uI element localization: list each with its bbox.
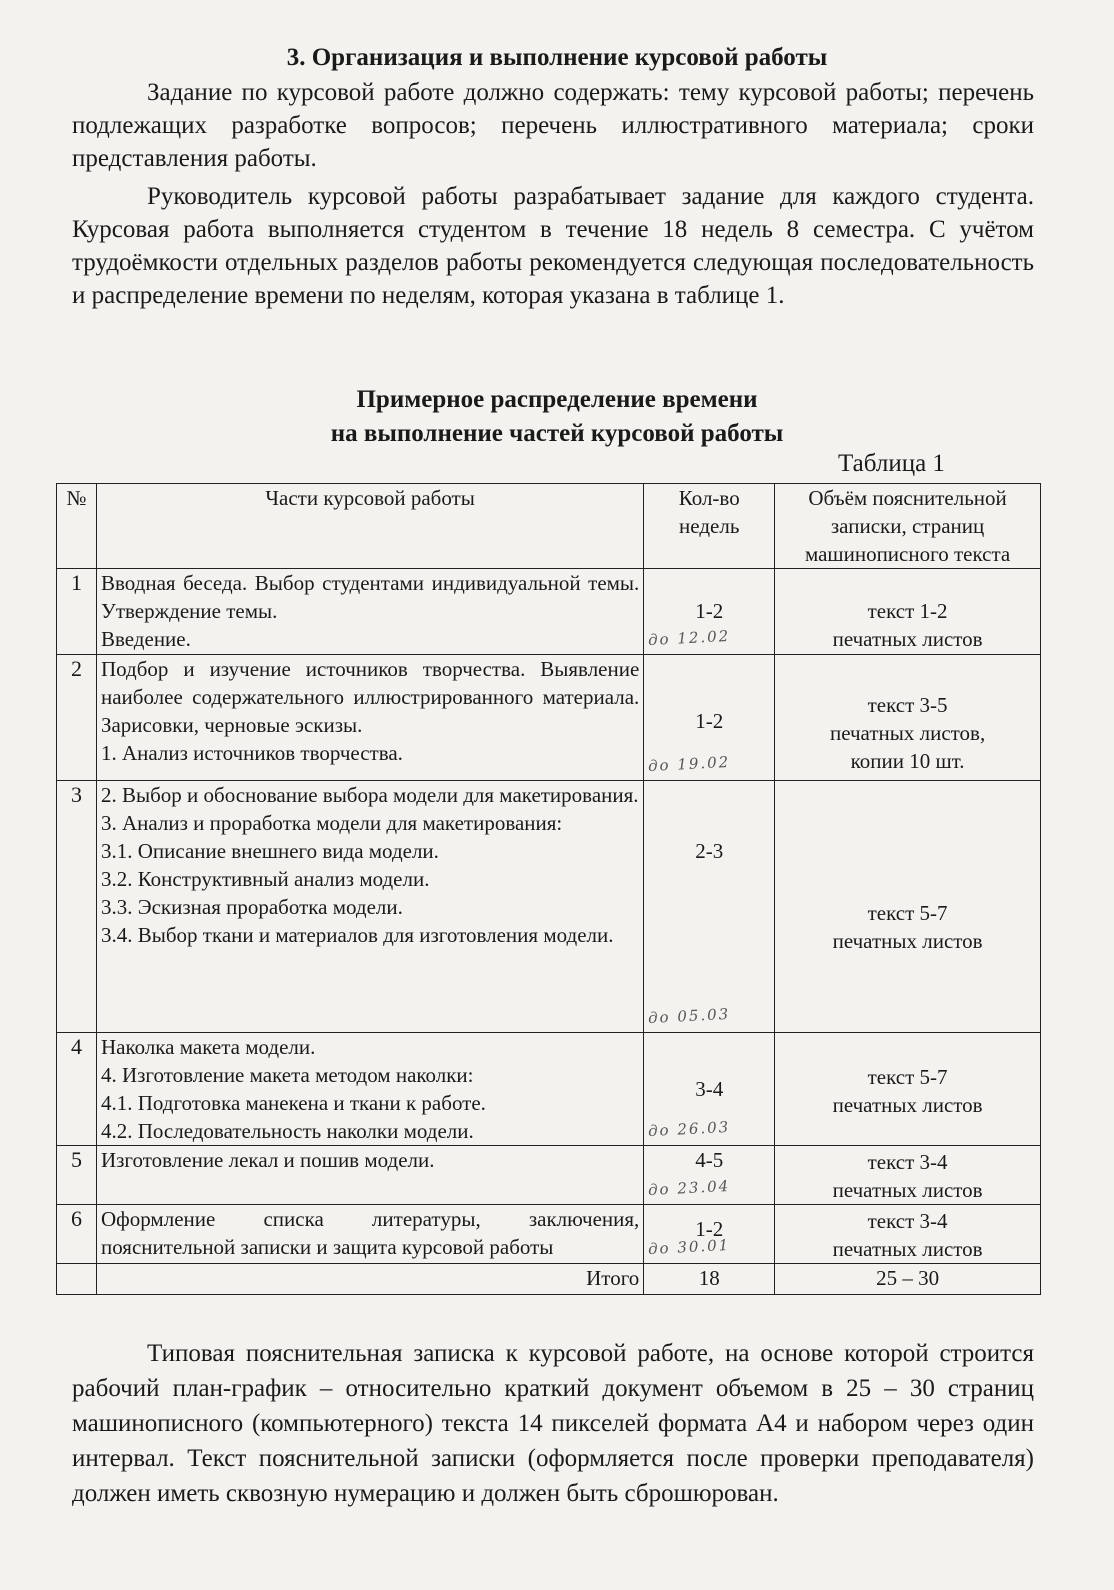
row-part-line: 2. Выбор и обоснование выбора модели для макетирования. bbox=[100, 783, 639, 807]
paragraph-supervisor: Руководитель курсовой работы разрабатывает задание для каждого студента. Курсовая работа выполняется студентом в течение 18 недель 8 семестра. С учётом трудоёмкости отдельных разделов работы рекомендуется следующая последовательность и распределение времени по неделям, которая указана в таблице 1. bbox=[72, 183, 1034, 309]
row-volume bbox=[775, 1146, 1041, 1205]
row-volume-line: текст 5-7 bbox=[867, 901, 948, 925]
row-part-line: 3.3. Эскизная проработка модели. bbox=[100, 895, 403, 919]
table-row bbox=[57, 1033, 1041, 1146]
row-weeks bbox=[644, 655, 775, 781]
row-part bbox=[96, 655, 643, 781]
row-weeks bbox=[644, 1146, 775, 1205]
section-heading: 3. Организация и выполнение курсовой работы bbox=[286, 44, 828, 71]
table-row bbox=[57, 655, 1041, 781]
row-volume-line: текст 1-2 bbox=[867, 599, 948, 623]
row-part-line: Введение. bbox=[100, 627, 191, 651]
row-part-line: Оформление списка литературы, заключения, пояснительной записки и защита курсовой работы bbox=[100, 1207, 640, 1259]
table-header-row bbox=[57, 484, 1041, 569]
time-distribution-table bbox=[56, 483, 1041, 1295]
row-weeks-value: 1-2 bbox=[695, 1217, 724, 1241]
paragraph-explanatory-note: Типовая пояснительная записка к курсовой работе, на основе которой строится рабочий план-график – относительно краткий документ объемом в 25 – 30 страниц машинописного (компьютерного) текста 14 пикселей формата А4 и набором через один интервал. Текст пояснительной записки (оформляется после проверки преподавателя) должен иметь сквозную нумерацию и должен быть сброшюрован. bbox=[72, 1340, 1034, 1507]
row-volume-line: печатных листов bbox=[832, 1178, 983, 1202]
table-total-row bbox=[57, 1264, 1041, 1295]
row-weeks-value: 2-3 bbox=[695, 839, 724, 863]
row-part-line: 1. Анализ источников творчества. bbox=[100, 741, 403, 765]
row-volume-line: текст 5-7 bbox=[867, 1065, 948, 1089]
row-part-line: 4.1. Подготовка манекена и ткани к работе. bbox=[100, 1091, 486, 1115]
row-part-line: Вводная беседа. Выбор студентами индивидуальной темы. Утверждение темы. bbox=[100, 571, 640, 623]
row-part-line: 4. Изготовление макета методом наколки: bbox=[100, 1063, 474, 1087]
row-number: 4 bbox=[57, 1033, 97, 1146]
row-weeks-value: 1-2 bbox=[695, 709, 724, 733]
header-weeks: Кол-во недель bbox=[644, 484, 775, 569]
row-part-line: 3. Анализ и проработка модели для макетирования: bbox=[100, 811, 563, 835]
row-number: 5 bbox=[57, 1146, 97, 1205]
row-volume-line: печатных листов bbox=[832, 929, 983, 953]
table-title-line1: Примерное распределение времени bbox=[356, 386, 758, 413]
row-part-line: 3.1. Описание внешнего вида модели. bbox=[100, 839, 439, 863]
row-volume-line: копии 10 шт. bbox=[850, 749, 965, 773]
header-num: № bbox=[57, 484, 97, 569]
total-label: Итого bbox=[96, 1264, 643, 1295]
handwritten-deadline: до 19.02 bbox=[647, 752, 731, 776]
paragraph-assignment: Задание по курсовой работе должно содержать: тему курсовой работы; перечень подлежащих разработке вопросов; перечень иллюстративного материала; сроки представления работы. bbox=[72, 79, 1034, 172]
row-weeks bbox=[644, 1033, 775, 1146]
row-number: 2 bbox=[57, 655, 97, 781]
handwritten-deadline: до 26.03 bbox=[647, 1117, 731, 1141]
row-weeks bbox=[644, 781, 775, 1033]
row-volume-line: печатных листов bbox=[832, 627, 983, 651]
total-volume: 25 – 30 bbox=[775, 1264, 1041, 1295]
row-weeks bbox=[644, 1205, 775, 1264]
row-weeks-value: 4-5 bbox=[695, 1148, 724, 1172]
row-part-line: Подбор и изучение источников творчества. Выявление наиболее содержательного иллюстрированного материала. Зарисовки, черновые эскизы. bbox=[100, 657, 640, 737]
row-number: 1 bbox=[57, 569, 97, 655]
row-part-line: Изготовление лекал и пошив модели. bbox=[100, 1148, 435, 1172]
table-title-line2: на выполнение частей курсовой работы bbox=[330, 420, 784, 447]
total-empty bbox=[57, 1264, 97, 1295]
header-volume: Объём пояснительной записки, страниц машинописного текста bbox=[775, 484, 1041, 569]
table-row bbox=[57, 1205, 1041, 1264]
row-volume-line: печатных листов, bbox=[829, 721, 986, 745]
row-volume-line: печатных листов bbox=[832, 1237, 983, 1261]
row-volume bbox=[775, 655, 1041, 781]
handwritten-deadline: до 05.03 bbox=[647, 1004, 731, 1028]
row-weeks bbox=[644, 569, 775, 655]
table-row bbox=[57, 781, 1041, 1033]
table-row bbox=[57, 1146, 1041, 1205]
row-volume-line: текст 3-4 bbox=[867, 1209, 948, 1233]
table-label: Таблица 1 bbox=[838, 450, 945, 477]
row-part-line: 4.2. Последовательность наколки модели. bbox=[100, 1119, 474, 1143]
handwritten-deadline: до 23.04 bbox=[647, 1176, 731, 1200]
row-part-line: Наколка макета модели. bbox=[100, 1035, 316, 1059]
row-volume bbox=[775, 1205, 1041, 1264]
row-number: 6 bbox=[57, 1205, 97, 1264]
row-part-line: 3.4. Выбор ткани и материалов для изготовления модели. bbox=[100, 923, 614, 947]
row-weeks-value: 1-2 bbox=[695, 599, 724, 623]
row-number: 3 bbox=[57, 781, 97, 1033]
row-volume bbox=[775, 569, 1041, 655]
row-weeks-value: 3-4 bbox=[695, 1077, 724, 1101]
total-weeks: 18 bbox=[644, 1264, 775, 1295]
row-part bbox=[96, 781, 643, 1033]
row-part bbox=[96, 1146, 643, 1205]
header-part: Части курсовой работы bbox=[96, 484, 643, 569]
handwritten-deadline: до 12.02 bbox=[647, 626, 731, 650]
row-volume bbox=[775, 781, 1041, 1033]
handwritten-deadline: до 30.01 bbox=[647, 1235, 731, 1259]
row-part bbox=[96, 1033, 643, 1146]
table-row bbox=[57, 569, 1041, 655]
row-volume-line: текст 3-4 bbox=[867, 1150, 948, 1174]
row-volume-line: текст 3-5 bbox=[867, 693, 948, 717]
row-part-line: 3.2. Конструктивный анализ модели. bbox=[100, 867, 430, 891]
row-part bbox=[96, 1205, 643, 1264]
row-part bbox=[96, 569, 643, 655]
row-volume bbox=[775, 1033, 1041, 1146]
row-volume-line: печатных листов bbox=[832, 1093, 983, 1117]
